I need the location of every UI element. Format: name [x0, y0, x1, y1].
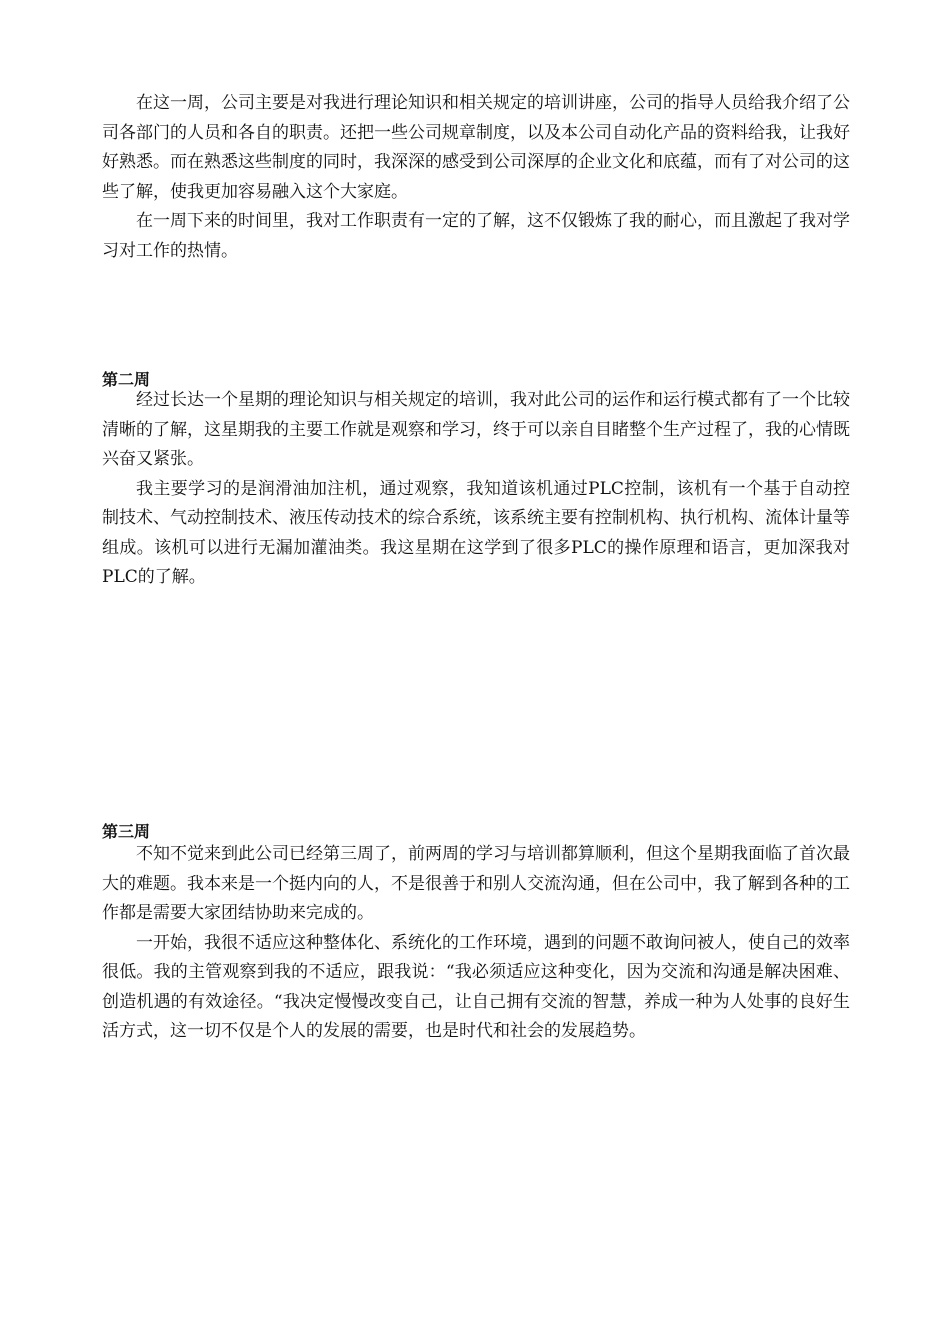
paragraph: 经过长达一个星期的理论知识与相关规定的培训，我对此公司的运作和运行模式都有了一个比较清晰的了解，这星期我的主要工作就是观察和学习，终于可以亲自目睹整个生产过程了，我的心情既兴奋又紧张。: [102, 390, 850, 469]
section-heading-week2: 第二周: [102, 370, 151, 389]
paragraph: 在这一周，公司主要是对我进行理论知识和相关规定的培训讲座，公司的指导人员给我介绍了公司各部门的人员和各自的职责。还把一些公司规章制度，以及本公司自动化产品的资料给我，让我好好熟悉。而在熟悉这些制度的同时，我深深的感受到公司深厚的企业文化和底蕴，而有了对公司的这些了解，使我更加容易融入这个大家庭。: [102, 93, 850, 202]
section-heading-week3: 第三周: [102, 822, 151, 841]
paragraph: 在一周下来的时间里，我对工作职责有一定的了解，这不仅锻炼了我的耐心，而且激起了我对学习对工作的热情。: [102, 211, 850, 261]
intro-section: [102, 89, 850, 266]
paragraph: 不知不觉来到此公司已经第三周了，前两周的学习与培训都算顺利，但这个星期我面临了首次最大的难题。我本来是一个挺内向的人，不是很善于和别人交流沟通，但在公司中，我了解到各种的工作都是需要大家团结协助来完成的。: [102, 844, 850, 923]
week2-section: [102, 386, 850, 593]
paragraph: 我主要学习的是润滑油加注机，通过观察，我知道该机通过PLC控制，该机有一个基于自动控制技术、气动控制技术、液压传动技术的综合系统，该系统主要有控制机构、执行机构、流体计量等组成。该机可以进行无漏加灌油类。我这星期在这学到了很多PLC的操作原理和语言，更加深我对PLC的了解。: [102, 478, 850, 587]
week3-section: [102, 840, 850, 1047]
paragraph: 一开始，我很不适应这种整体化、系统化的工作环境，遇到的问题不敢询问被人，使自己的效率很低。我的主管观察到我的不适应，跟我说：“我必须适应这种变化，因为交流和沟通是解决困难、创造机遇的有效途径。“我决定慢慢改变自己，让自己拥有交流的智慧，养成一种为人处事的良好生活方式，这一切不仅是个人的发展的需要，也是时代和社会的发展趋势。: [102, 932, 850, 1041]
